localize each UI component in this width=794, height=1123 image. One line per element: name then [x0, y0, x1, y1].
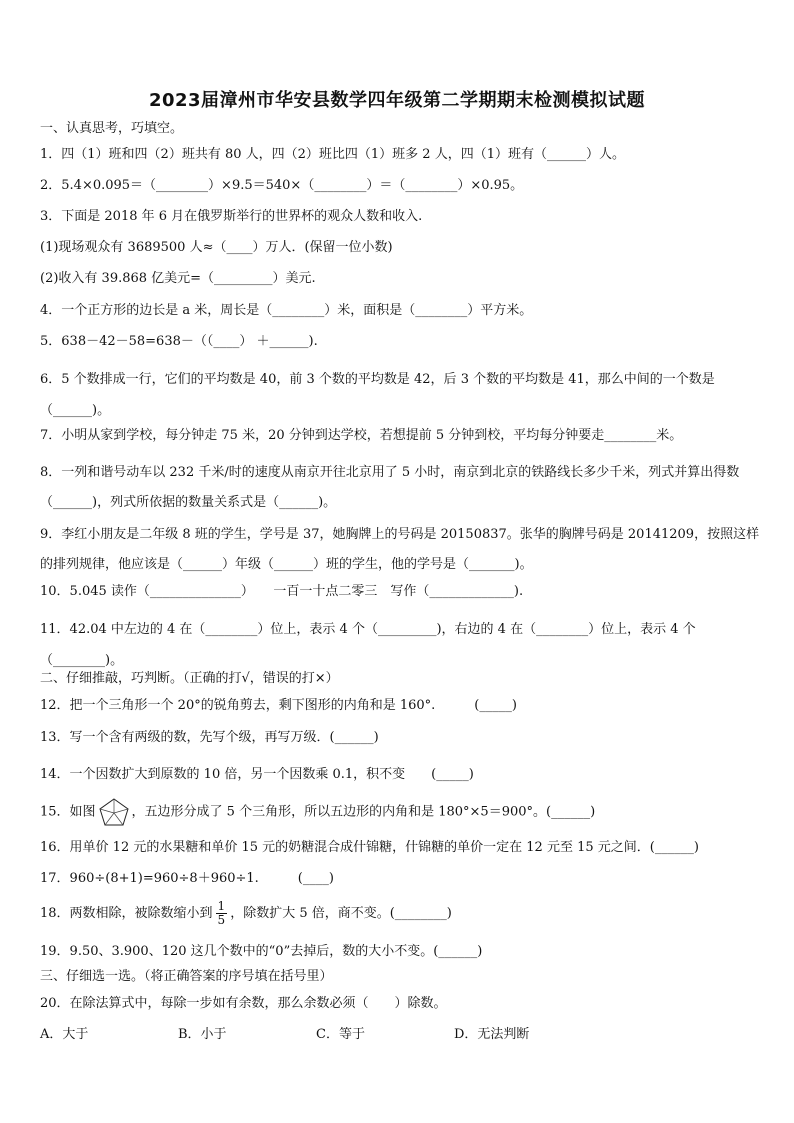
question-12: 12．把一个三角形一个 20°的锐角剪去，剩下图形的内角和是 160°. (_____): [40, 698, 517, 713]
question-15-prefix: 15．如图: [40, 804, 96, 820]
question-20-options: [40, 1026, 762, 1044]
section-1-heading: 一、认真思考，巧填空。: [40, 121, 184, 136]
question-18-prefix: 18．两数相除，被除数缩小到: [40, 906, 213, 921]
question-3-part-1: (1)现场观众有 3689500 人≈（____）万人．(保留一位小数): [40, 240, 393, 255]
question-7: 7．小明从家到学校，每分钟走 75 米，20 分钟到达学校，若想提前 5 分钟到校，平均每分钟要走________米。: [40, 428, 683, 443]
option-a: A．大于: [40, 1027, 89, 1042]
pentagon-figure-icon: [98, 797, 130, 827]
question-16: 16．用单价 12 元的水果糖和单价 15 元的奶糖混合成什锦糖，什锦糖的单价一定在 12 元至 15 元之间．(______): [40, 840, 699, 855]
question-19: 19．9.50、3.900、120 这几个数中的“0”去掉后，数的大小不变。(______): [40, 944, 483, 959]
question-9: 9．李红小朋友是二年级 8 班的学生，学号是 37，她胸牌上的号码是 20150837。张华的胸牌号码是 20141209，按照这样的排列规律，他应该是（______）年级（______）班的学生，他的学号是（_______)。: [40, 527, 760, 572]
question-18-suffix: ，除数扩大 5 倍，商不变。(________): [230, 906, 452, 921]
question-1: 1．四（1）班和四（2）班共有 80 人，四（2）班比四（1）班多 2 人，四（1）班有（______）人。: [40, 147, 625, 162]
question-14: 14．一个因数扩大到原数的 10 倍，另一个因数乘 0.1，积不变 (_____): [40, 767, 474, 782]
question-3: 3．下面是 2018 年 6 月在俄罗斯举行的世界杯的观众人数和收入.: [40, 209, 423, 224]
option-b: B．小于: [178, 1027, 227, 1042]
question-6: 6．5 个数排成一行，它们的平均数是 40，前 3 个数的平均数是 42，后 3 个数的平均数是 41，那么中间的一个数是（______)。: [40, 372, 715, 418]
question-20: 20．在除法算式中，每除一步如有余数，那么余数必须（ ）除数。: [40, 996, 447, 1011]
question-10: 10．5.045 读作（______________） 一百一十点二零三 写作（_____________).: [40, 584, 524, 599]
question-15-suffix: ，五边形分成了 5 个三角形，所以五边形的内角和是 180°×5＝900°。(______): [131, 804, 596, 820]
question-8: 8．一列和谐号动车以 232 千米/时的速度从南京开往北京用了 5 小时，南京到北京的铁路线长多少千米，列式并算出得数（______)，列式所依据的数量关系式是（______)。: [40, 465, 740, 510]
fraction-numerator: 1: [217, 899, 226, 913]
fraction-denominator: 5: [217, 913, 226, 927]
section-2-heading: 二、仔细推敲，巧判断。（正确的打√，错误的打×）: [40, 671, 339, 686]
option-c: C．等于: [316, 1027, 365, 1042]
section-3-heading: 三、仔细选一选。（将正确答案的序号填在括号里）: [40, 969, 333, 984]
page-title: 2023届漳州市华安县数学四年级第二学期期末检测模拟试题: [148, 90, 646, 111]
question-4: 4．一个正方形的边长是 a 米，周长是（________）米，面积是（________）平方米。: [40, 303, 533, 318]
question-2: 2．5.4×0.095＝（________）×9.5＝540×（________）＝（________）×0.95。: [40, 178, 524, 193]
question-11: 11．42.04 中左边的 4 在（________）位上，表示 4 个（_________)，右边的 4 在（________）位上，表示 4 个（________)。: [40, 622, 696, 668]
fraction-one-fifth: [216, 900, 228, 927]
question-3-part-2: (2)收入有 39.868 亿美元=（_________）美元.: [40, 271, 316, 286]
question-15: [40, 797, 762, 828]
question-18: [40, 896, 762, 932]
question-5: 5．638－42－58=638－（（____） ＋______).: [40, 334, 318, 349]
option-d: D．无法判断: [454, 1027, 530, 1042]
question-13: 13．写一个含有两级的数，先写个级，再写万级．(______): [40, 730, 379, 745]
question-17: 17．960÷(8+1)=960÷8＋960÷1. (____): [40, 871, 334, 886]
